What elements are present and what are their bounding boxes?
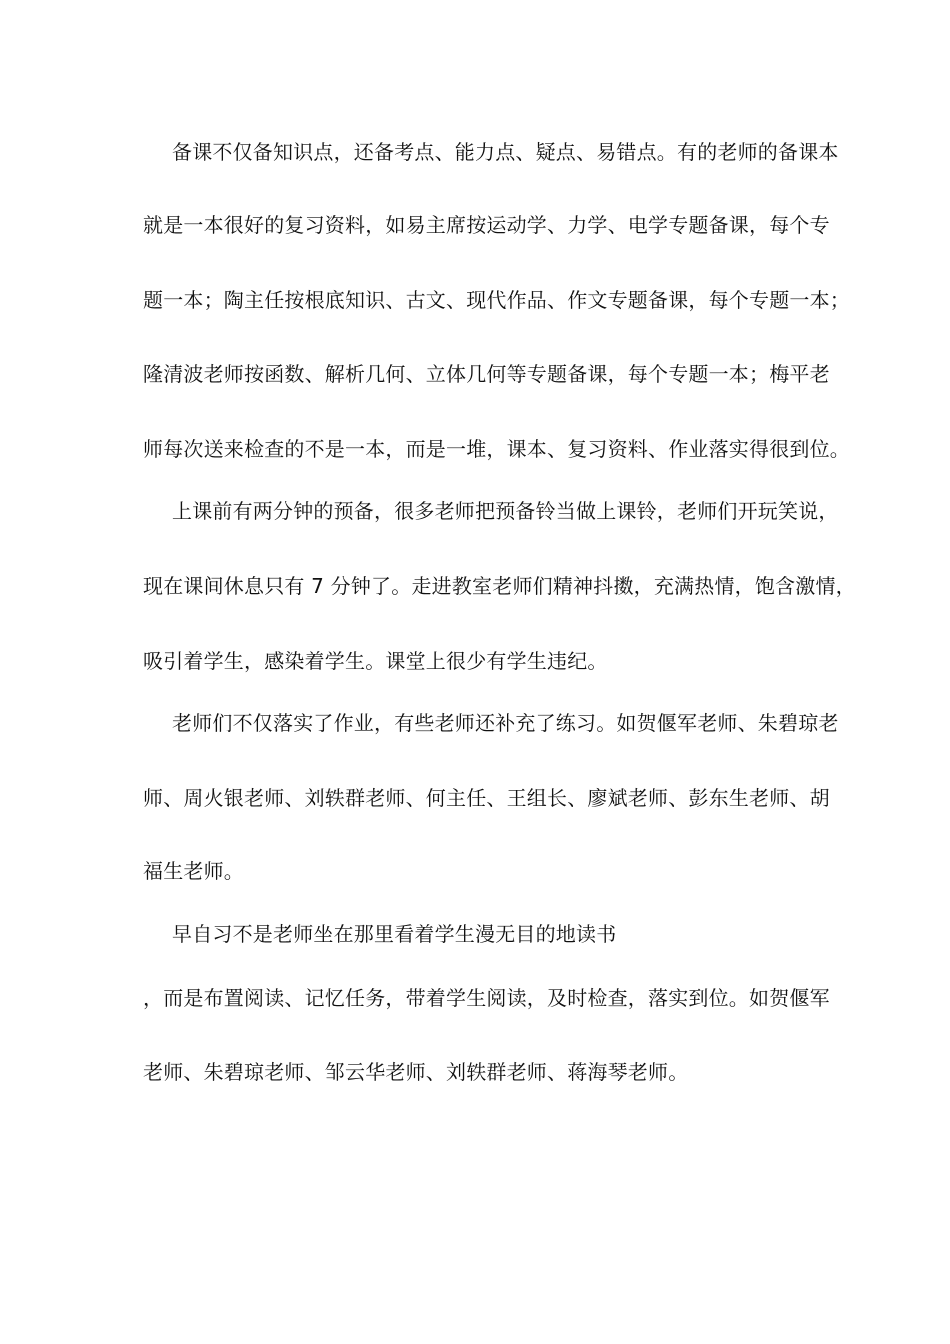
paragraph-3-line-1: 老师们不仅落实了作业，有些老师还补充了练习。如贺偃军老师、朱碧琼老 <box>172 711 839 735</box>
paragraph-1-line-5: 师每次送来检查的不是一本，而是一堆，课本、复习资料、作业落实得很到位。 <box>143 437 850 461</box>
paragraph-4-line-2: ，而是布置阅读、记忆任务，带着学生阅读，及时检查，落实到位。如贺偃军 <box>143 986 830 1010</box>
paragraph-3-line-3: 福生老师。 <box>143 859 244 883</box>
paragraph-1-line-2: 就是一本很好的复习资料，如易主席按运动学、力学、电学专题备课，每个专 <box>143 213 830 237</box>
paragraph-2-line-3: 吸引着学生，感染着学生。课堂上很少有学生违纪。 <box>143 649 608 673</box>
paragraph-3-line-2: 师、周火银老师、刘轶群老师、何主任、王组长、廖斌老师、彭东生老师、胡 <box>143 786 830 810</box>
paragraph-2-line-2: 现在课间休息只有 7 分钟了。走进教室老师们精神抖擞，充满热情，饱含激情， <box>143 574 856 598</box>
paragraph-1-line-1: 备课不仅备知识点，还备考点、能力点、疑点、易错点。有的老师的备课本 <box>172 140 839 164</box>
paragraph-2-line-1: 上课前有两分钟的预备，很多老师把预备铃当做上课铃，老师们开玩笑说， <box>172 499 839 523</box>
paragraph-1-line-3: 题一本；陶主任按根底知识、古文、现代作品、作文专题备课，每个专题一本； <box>143 288 850 312</box>
paragraph-1-line-4: 隆清波老师按函数、解析几何、立体几何等专题备课，每个专题一本；梅平老 <box>143 362 830 386</box>
paragraph-4-line-1: 早自习不是老师坐在那里看着学生漫无目的地读书 <box>172 922 617 946</box>
paragraph-4-line-3: 老师、朱碧琼老师、邹云华老师、刘轶群老师、蒋海琴老师。 <box>143 1060 689 1084</box>
